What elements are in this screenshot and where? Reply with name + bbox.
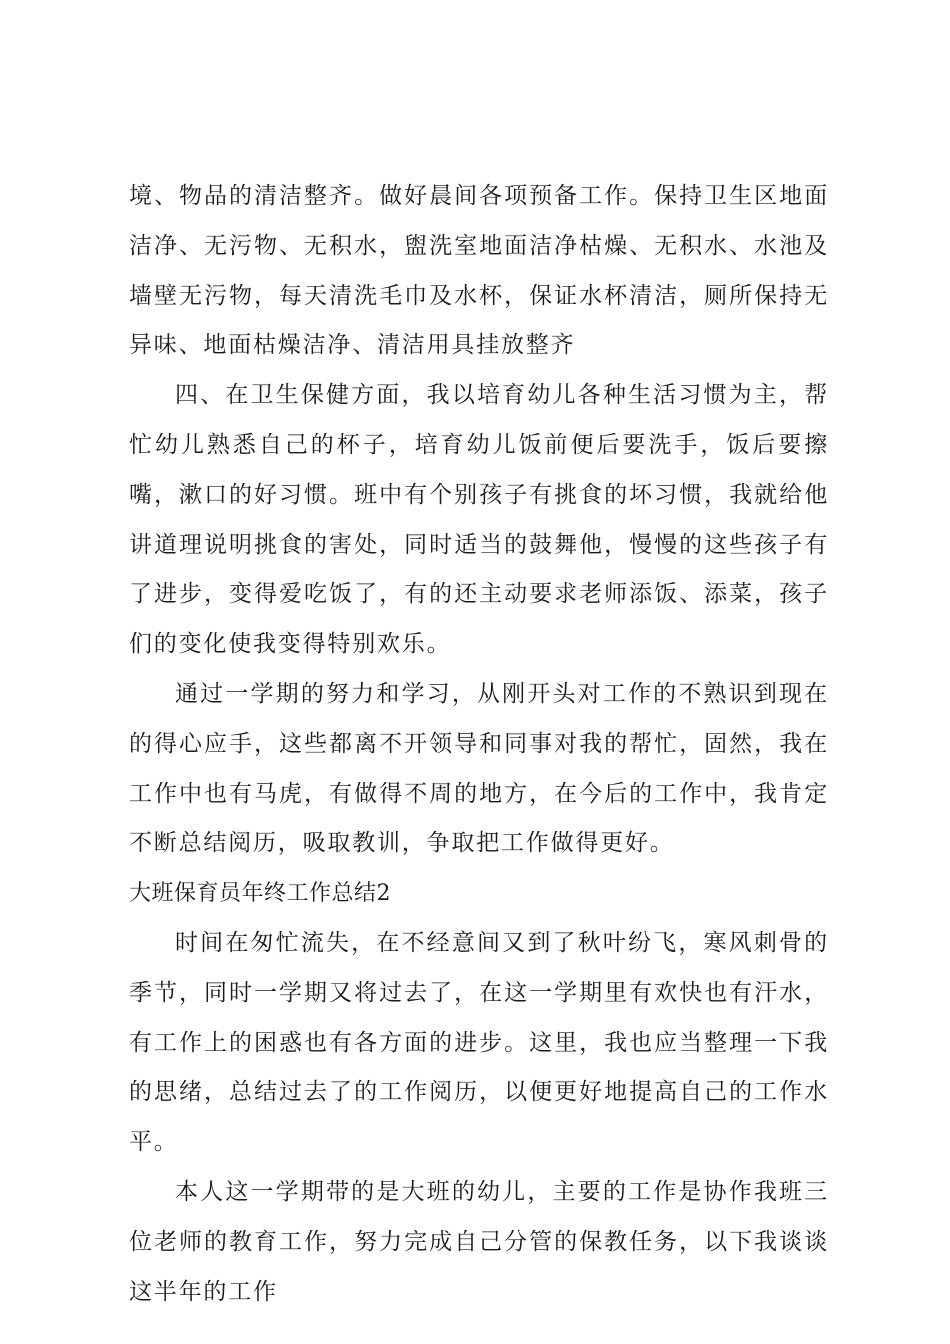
paragraph-time-passing: 时间在匆忙流失，在不经意间又到了秋叶纷飞，寒风刺骨的季节，同时一学期又将过去了，在这一学期里有欢快也有汗水，有工作上的困惑也有各方面的进步。这里，我也应当整理一下我的思绪，总结过去了的工作阅历，以便更好地提高自己的工作水平。 bbox=[129, 929, 829, 1156]
document-body bbox=[129, 172, 829, 1317]
paragraph-hygiene-environment: 境、物品的清洁整齐。做好晨间各项预备工作。保持卫生区地面洁净、无污物、无积水，盥洗室地面洁净枯燥、无积水、水池及墙壁无污物，每天清洗毛巾及水杯，保证水杯清洁，厕所保持无异味、地面枯燥洁净、清洁用具挂放整齐 bbox=[129, 183, 829, 359]
paragraph-class-duties: 本人这一学期带的是大班的幼儿，主要的工作是协作我班三位老师的教育工作，努力完成自己分管的保教任务，以下我谈谈这半年的工作 bbox=[129, 1178, 829, 1305]
section-heading: 大班保育员年终工作总结2 bbox=[129, 881, 391, 907]
paragraph-semester-reflection: 通过一学期的努力和学习，从刚开头对工作的不熟识到现在的得心应手，这些都离不开领导和同事对我的帮忙，固然，我在工作中也有马虎，有做得不周的地方，在今后的工作中，我肯定不断总结阅历，吸取教训，争取把工作做得更好。 bbox=[129, 680, 829, 857]
paragraph-health-care: 四、在卫生保健方面，我以培育幼儿各种生活习惯为主，帮忙幼儿熟悉自己的杯子，培育幼儿饭前便后要洗手，饭后要擦嘴，漱口的好习惯。班中有个别孩子有挑食的坏习惯，我就给他讲道理说明挑食的害处，同时适当的鼓舞他，慢慢的这些孩子有了进步，变得爱吃饭了，有的还主动要求老师添饭、添菜，孩子们的变化使我变得特别欢乐。 bbox=[129, 382, 829, 658]
